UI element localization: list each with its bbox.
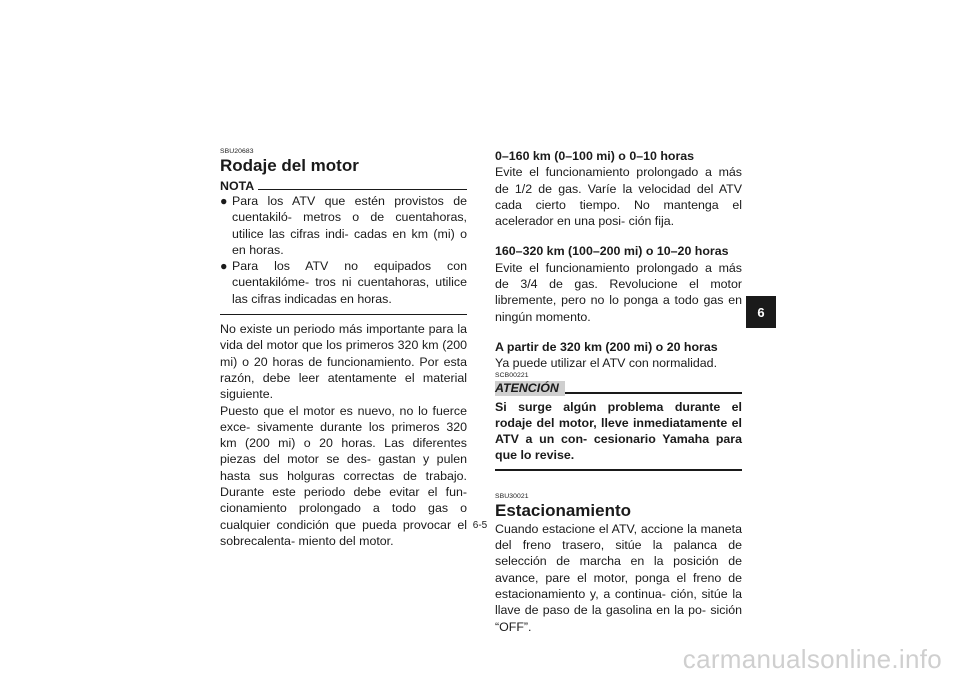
note-bullet-text: Para los ATV no equipados con cuentakilóme- tros ni cuentahoras, utilice las cifras indicadas en horas. <box>232 259 467 306</box>
caution-rule <box>565 392 742 394</box>
bullet-icon: ● <box>220 194 228 208</box>
paragraph: Cuando estacione el ATV, accione la maneta del freno trasero, sitúe la palanca de selección de marcha en la posición de avance, pare el motor, ponga el freno de estacionamiento y, a continua- ción, sitúe la llave de paso de la gasolina en la po- sición “OFF”. <box>495 521 742 634</box>
caution-text: Si surge algún problema durante el rodaje del motor, lleve inmediatamente el ATV a un con- cesionario Yamaha para que lo revise. <box>495 399 742 463</box>
note-label: NOTA <box>220 179 255 193</box>
subheading: 160–320 km (100–200 mi) o 10–20 horas <box>495 244 729 259</box>
caution-code: SCB00221 <box>495 371 529 379</box>
caution-header <box>495 381 742 396</box>
subheading: 0–160 km (0–100 mi) o 0–10 horas <box>495 149 695 163</box>
section-code: SBU20683 <box>220 148 254 155</box>
note-bullet <box>220 258 467 307</box>
caution-label: ATENCIÓN <box>495 381 565 396</box>
page-number: 6-5 <box>472 520 488 531</box>
note-rule <box>258 189 467 190</box>
section-code: SBU30021 <box>495 492 529 500</box>
paragraph: Ya puede utilizar el ATV con normalidad. <box>495 356 718 371</box>
subheading: A partir de 320 km (200 mi) o 20 horas <box>495 339 718 354</box>
note-bullet-text: Para los ATV que estén provistos de cuentakiló- metros o de cuentahoras, utilice las cifras indi- cadas en km (mi) o en horas. <box>232 194 467 257</box>
note-end-rule <box>220 314 467 315</box>
section-title: Estacionamiento <box>495 500 632 520</box>
right-column <box>495 148 742 635</box>
paragraph: No existe un periodo más importante para la vida del motor que los primeros 320 km (200 mi) o 20 horas de funcionamiento. Por esta razón, debe leer atentamente el material siguiente. <box>220 322 467 402</box>
note-header <box>220 179 467 193</box>
left-column <box>220 148 467 549</box>
note-bullet <box>220 193 467 258</box>
watermark: carmanualsonline.info <box>682 644 942 674</box>
paragraph: Puesto que el motor es nuevo, no lo fuerce exce- sivamente durante los primeros 320 km (200 mi) o 20 horas. Las diferentes piezas del motor se des- gastan y pulen hasta sus holguras correctas de trabajo. Durante este periodo debe evitar el fun- cionamiento prolongado a todo gas o cualquier condición que pueda provocar el sobrecalenta- miento del motor. <box>220 403 467 548</box>
chapter-tab: 6 <box>746 296 776 328</box>
bullet-icon: ● <box>220 259 228 274</box>
section-title: Rodaje del motor <box>220 156 359 175</box>
paragraph: Evite el funcionamiento prolongado a más de 3/4 de gas. Revolucione el motor libremente, pero no lo ponga a todo gas en ningún momento. <box>495 260 742 324</box>
paragraph: Evite el funcionamiento prolongado a más de 1/2 de gas. Varíe la velocidad del ATV cada cierto tiempo. No mantenga el acelerador en una posi- ción fija. <box>495 165 742 229</box>
